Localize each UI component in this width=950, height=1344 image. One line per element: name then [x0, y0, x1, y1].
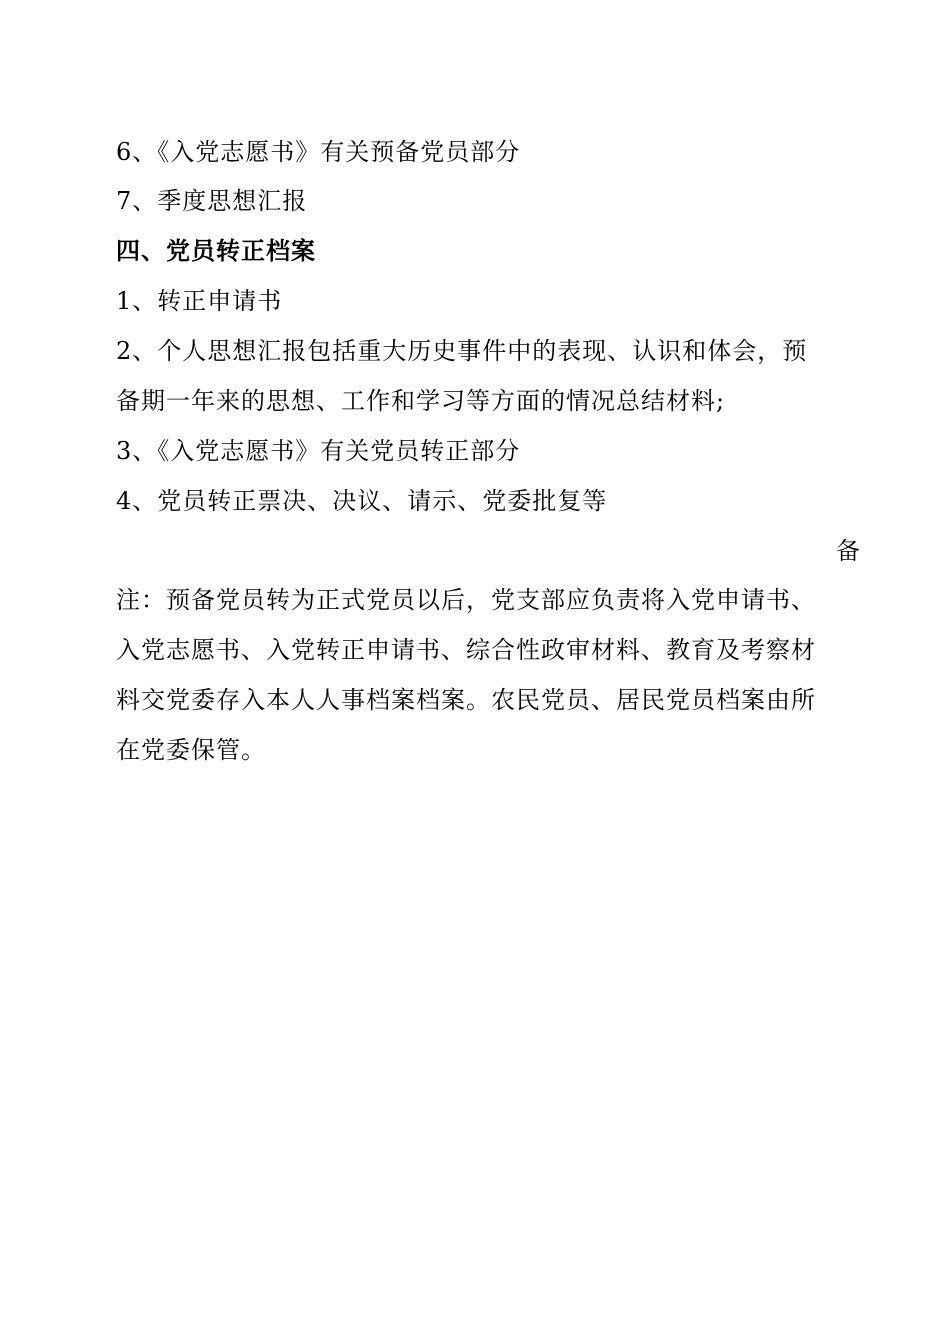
list-item-3: 3、《入党志愿书》有关党员转正部分: [116, 437, 521, 465]
list-item-4: 4、党员转正票决、决议、请示、党委批复等: [116, 487, 608, 515]
note-line-2: 入党志愿书、入党转正申请书、综合性政审材料、教育及考察材: [116, 636, 816, 664]
note-right-char: 备: [836, 537, 860, 565]
list-item-1: 1、转正申请书: [116, 287, 283, 315]
list-item-2-line1: 2、个人思想汇报包括重大历史事件中的表现、认识和体会，预: [116, 337, 808, 365]
note-line-1: 注：预备党员转为正式党员以后，党支部应负责将入党申请书、: [116, 586, 816, 614]
section-heading: 四、党员转正档案: [116, 236, 316, 265]
list-item-2-line2: 备期一年来的思想、工作和学习等方面的情况总结材料;: [116, 387, 726, 415]
list-item-6: 6、《入党志愿书》有关预备党员部分: [116, 138, 521, 166]
note-line-3: 料交党委存入本人人事档案档案。农民党员、居民党员档案由所: [116, 686, 816, 714]
list-item-7: 7、季度思想汇报: [116, 187, 308, 215]
note-line-4: 在党委保管。: [116, 736, 266, 764]
